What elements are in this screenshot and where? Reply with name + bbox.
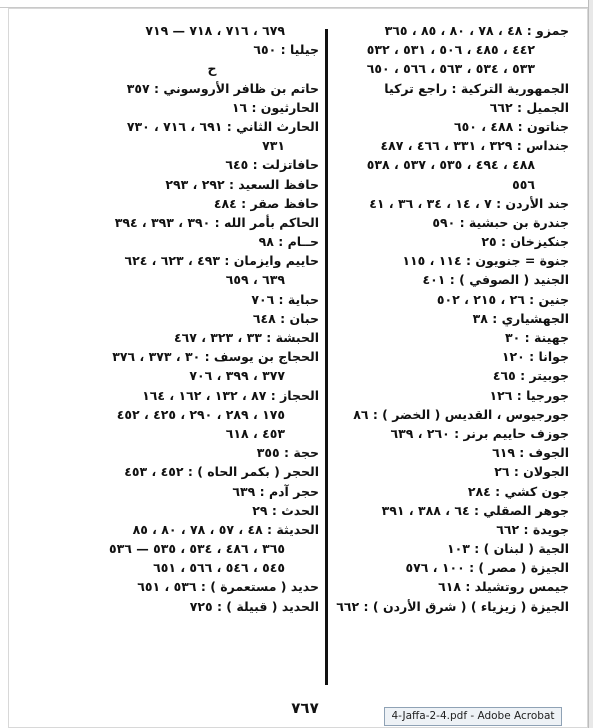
index-entry: جوهر الصقلي : ٦٤ ، ٣٨٨ ، ٣٩١ [381, 502, 569, 518]
index-entry-continuation: ٥٣٣ ، ٥٣٤ ، ٥٦٣ ، ٥٦٦ ، ٦٥٠ [366, 61, 535, 77]
index-entry: الجولان : ٢٦ [494, 464, 569, 480]
index-entry: الحديثة : ٤٨ ، ٥٧ ، ٧٨ ، ٨٠ ، ٨٥ [132, 521, 319, 537]
index-entry: جورجيوس ، القديس ( الخضر ) : ٨٦ [353, 406, 569, 422]
index-entry: الجيزة ( زيزياء ) ( شرق الأردن ) : ٦٦٢ [336, 598, 569, 614]
index-entry: الجميل : ٦٦٢ [489, 99, 569, 115]
index-entry: حــام : ٩٨ [258, 234, 319, 250]
index-entry: حديد ( مستعمرة ) : ٥٣٦ ، ٦٥١ [137, 579, 319, 595]
index-entry-continuation: ٤٤٢ ، ٤٨٥ ، ٥٠٦ ، ٥٣١ ، ٥٣٢ [366, 42, 535, 58]
index-entry-continuation: ١٧٥ ، ٢٨٩ ، ٢٩٠ ، ٤٢٥ ، ٤٥٢ [116, 406, 285, 422]
index-entry: الجمهورية التركية : راجع تركيا [384, 80, 569, 96]
index-entry-continuation: ٤٨٨ ، ٤٩٤ ، ٥٣٥ ، ٥٣٧ ، ٥٣٨ [366, 157, 535, 173]
index-entry: جنين : ٢٦ ، ٢١٥ ، ٥٠٢ [436, 291, 569, 307]
index-entry: الحجاج بن يوسف : ٣٠ ، ٣٧٣ ، ٣٧٦ [112, 349, 319, 365]
index-entry-continuation: ٦٧٩ ، ٧١٦ ، ٧١٨ — ٧١٩ [145, 23, 285, 38]
index-entry-continuation: ٥٤٥ ، ٥٤٦ ، ٥٦٦ ، ٦٥١ [153, 560, 285, 576]
index-entry-continuation: ٣٧٧ ، ٣٩٩ ، ٧٠٦ [189, 368, 285, 384]
index-entry: جمزو : ٤٨ ، ٧٨ ، ٨٠ ، ٨٥ ، ٣٦٥ [384, 23, 569, 38]
index-entry-continuation: ٦٣٩ ، ٦٥٩ [225, 272, 285, 288]
index-entry-continuation: ٧٣١ [262, 138, 285, 154]
index-entry: جوبيتر : ٤٦٥ [492, 368, 569, 384]
section-letter: ح [207, 61, 217, 77]
index-entry: جوانا : ١٢٠ [501, 349, 569, 365]
index-entry: حافظ صقر : ٤٨٤ [213, 195, 319, 211]
index-entry: جيمس روتشيلد : ٦١٨ [438, 579, 569, 595]
index-entry: حاتم بن ظافر الأروسوني : ٣٥٧ [126, 80, 319, 96]
index-entry: الجيزة ( مصر ) : ١٠٠ ، ٥٧٦ [405, 560, 569, 576]
index-entry: جوزف حاييم برنر : ٢٦٠ ، ٦٣٩ [390, 425, 569, 441]
index-entry: جون كشي : ٢٨٤ [467, 483, 569, 499]
pdf-page [8, 8, 588, 728]
index-entry: جند الأردن : ٧ ، ١٤ ، ٣٤ ، ٣٦ ، ٤١ [369, 195, 569, 211]
index-entry: الجنيد ( الصوفي ) : ٤٠١ [422, 272, 569, 288]
index-entry-continuation: ٥٥٦ [512, 176, 535, 192]
index-entry-continuation: ٤٥٣ ، ٦١٨ [225, 425, 285, 441]
index-entry: حبان : ٦٤٨ [252, 310, 319, 326]
index-entry: حاييم وايزمان : ٤٩٣ ، ٦٢٣ ، ٦٢٤ [124, 253, 319, 269]
index-entry: الجية ( لبنان ) : ١٠٣ [446, 541, 569, 557]
index-entry: الحجر ( بكمر الحاه ) : ٤٥٢ ، ٤٥٣ [124, 464, 319, 480]
index-entry: جويدة : ٦٦٢ [496, 521, 569, 537]
index-column-left [105, 21, 319, 616]
index-entry: الحاكم بأمر الله : ٣٩٠ ، ٣٩٣ ، ٣٩٤ [114, 214, 319, 230]
index-entry: الجهشياري : ٣٨ [472, 310, 569, 326]
column-divider [325, 29, 328, 685]
index-entry: الحجاز : ٨٧ ، ١٣٢ ، ١٦٢ ، ١٦٤ [142, 387, 319, 403]
index-entry: حافاتزلت : ٦٤٥ [225, 157, 319, 173]
index-entry: جنداس : ٣٢٩ ، ٣٣١ ، ٤٦٦ ، ٤٨٧ [380, 138, 569, 154]
index-entry: حجر آدم : ٦٣٩ [232, 483, 319, 499]
index-column-right [333, 21, 569, 616]
index-entry: جنكيزخان : ٢٥ [481, 234, 569, 250]
index-entry-continuation: ٣٦٥ ، ٤٨٦ ، ٥٣٤ ، ٥٣٥ — ٥٣٦ [108, 541, 285, 557]
index-entry: حباية : ٧٠٦ [251, 291, 319, 307]
index-entry: الجوف : ٦١٩ [492, 445, 569, 461]
index-entry: الحبشة : ٣٣ ، ٣٢٣ ، ٤٦٧ [173, 330, 319, 345]
index-entry: جنوة = جنويون : ١١٤ ، ١١٥ [402, 253, 569, 269]
index-entry: جندرة بن حبشية : ٥٩٠ [432, 214, 569, 230]
page-number: ٧٦٧ [291, 699, 319, 717]
index-entry: حافظ السعيد : ٢٩٢ ، ٢٩٣ [165, 176, 319, 192]
index-entry: الحارث الثاني : ٦٩١ ، ٧١٦ ، ٧٣٠ [126, 118, 319, 134]
index-entry: حجة : ٣٥٥ [256, 445, 319, 461]
index-entry: جناتون : ٤٨٨ ، ٦٥٠ [454, 118, 569, 134]
index-entry: جهينة : ٣٠ [504, 330, 569, 345]
index-entry: جيليا : ٦٥٠ [253, 42, 319, 58]
index-entry: الحدث : ٢٩ [252, 502, 319, 518]
window-top-edge [0, 0, 593, 8]
vertical-scrollbar[interactable] [588, 0, 593, 728]
index-entry: جورجيا : ١٢٦ [489, 387, 569, 403]
index-entry: الحارثيون : ١٦ [231, 99, 319, 115]
window-title-tooltip: 4-Jaffa-2-4.pdf - Adobe Acrobat [384, 707, 562, 726]
index-entry: الحديد ( قبيلة ) : ٧٢٥ [189, 598, 319, 614]
